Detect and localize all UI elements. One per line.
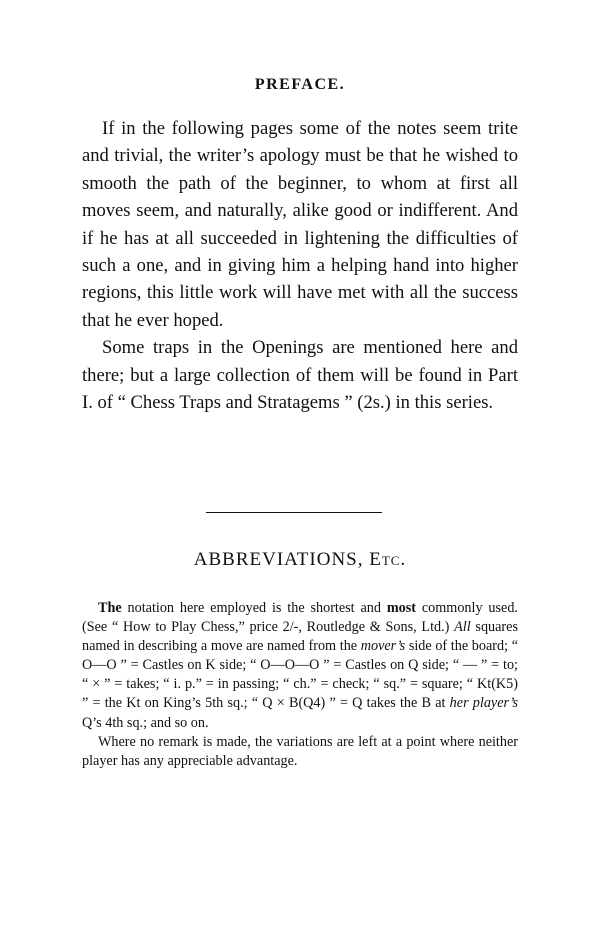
lead-word: The: [98, 600, 122, 616]
abbr-text-part-3: squares named in describing a move are named from the: [82, 619, 518, 655]
abbreviations-paragraph-1: [82, 599, 518, 733]
emphasis-movers: mover’s: [360, 638, 406, 655]
abbr-text-part-1: notation here employed is the shortest and: [121, 600, 387, 616]
abbr-text-part-4: side of the board; “ O—O ” = Castles on K side; “ O—O—O ” = Castles on Q side; “ — ” = to; “ × ” = takes; “ i. p.” = in passing; “ ch.” = check; “ sq.” = square; “ Kt(K5) ” = the Kt on King’s 5th sq.; “ Q × B(Q4) ” = Q takes the B at: [82, 638, 518, 712]
abbr-text-part-5: Q’s 4th sq.; and so on.: [82, 714, 209, 731]
abbreviations-text: [82, 599, 518, 771]
abbreviations-paragraph-2: Where no remark is made, the variations are left at a point where neither player has any appreciable advantage.: [82, 733, 518, 769]
abbr-text-part-2: commonly used. (See “ How to Play Chess,” price 2/-, Routledge & Sons, Ltd.): [82, 600, 518, 636]
section-divider: [206, 512, 382, 513]
preface-paragraph-1: If in the following pages some of the notes seem trite and trivial, the writer’s apology must be that he wished to smooth the path of the beginner, to whom at first all moves seem, and naturally, alike good or indifferent. And if he has at all succeeded in lightening the difficulties of such a one, and in giving him a helping hand into higher regions, this little work will have met with all the success that he ever hoped.: [82, 118, 518, 331]
preface-paragraph-2: Some traps in the Openings are mentioned here and there; but a large collection of them will be found in Part I. of “ Chess Traps and Stratagems ” (2s.) in this series.: [82, 337, 518, 414]
emphasis-all: All: [454, 619, 471, 636]
abbreviations-heading-main: ABBREVIATIONS,: [193, 549, 364, 570]
abbreviations-heading: [0, 549, 600, 571]
emphasis-her-players: her player’s: [449, 695, 518, 712]
abbreviations-heading-suffix: Etc.: [369, 549, 407, 570]
preface-text: [82, 115, 518, 416]
emphasis-most: most: [386, 600, 417, 616]
preface-heading: PREFACE.: [254, 76, 346, 93]
